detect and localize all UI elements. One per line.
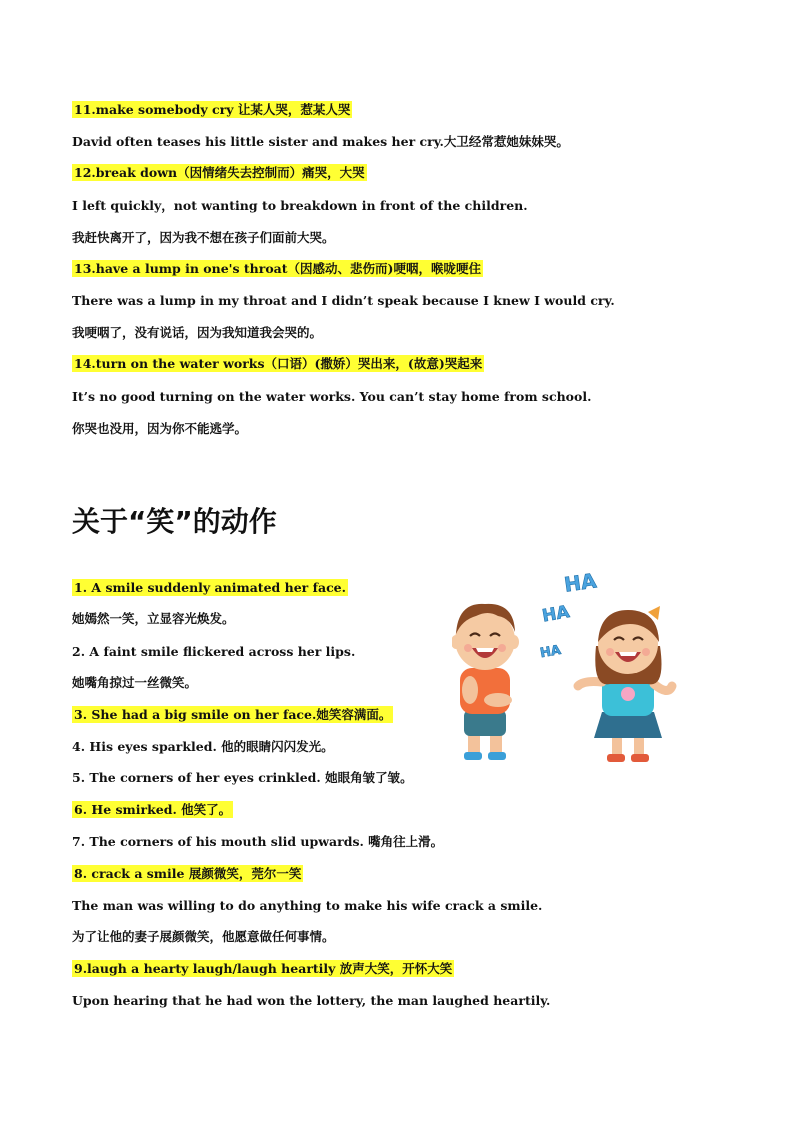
phrase-item-8: 8. crack a smile 展颜微笑，莞尔一笑: [74, 866, 302, 881]
girl-figure: [578, 606, 672, 762]
phrase-heading-13: 13.have a lump in one's throat（因感动、悲伤而)哽咽，喉咙哽住: [74, 261, 481, 276]
example-translation: 她嫣然一笑，立显容光焕发。: [72, 611, 235, 626]
ha-text: HA: [538, 642, 563, 662]
example-sentence: The man was willing to do anything to make his wife crack a smile.: [72, 898, 543, 913]
example-sentence: There was a lump in my throat and I didn’t speak because I knew I would cry.: [72, 293, 615, 308]
phrase-heading-12: 12.break down（因情绪失去控制而）痛哭，大哭: [74, 165, 365, 180]
boy-figure: [452, 604, 519, 760]
ha-text: HA: [540, 602, 572, 627]
phrase-item-9: 9.laugh a hearty laugh/laugh heartily 放声大笑，开怀大笑: [74, 961, 453, 976]
example-translation: 我赶快离开了，因为我不想在孩子们面前大哭。: [72, 230, 335, 245]
example-sentence: David often teases his little sister and makes her cry.大卫经常惹她妹妹哭。: [72, 134, 569, 149]
laughing-kids-illustration: [452, 562, 688, 774]
section-heading: 关于“笑”的动作: [72, 505, 277, 538]
phrase-item-4: 4. His eyes sparkled. 他的眼睛闪闪发光。: [72, 739, 334, 754]
ha-text: HA: [562, 568, 598, 597]
example-translation: 你哭也没用，因为你不能逃学。: [72, 421, 248, 436]
phrase-heading-14: 14.turn on the water works（口语）(撒娇）哭出来，(故意)哭起来: [74, 356, 483, 371]
phrase-item-2: 2. A faint smile flickered across her lips.: [72, 644, 356, 659]
example-translation: 为了让他的妻子展颜微笑，他愿意做任何事情。: [72, 929, 335, 944]
example-sentence: I left quickly，not wanting to breakdown in front of the children.: [72, 198, 528, 213]
phrase-item-3: 3. She had a big smile on her face.她笑容满面。: [74, 707, 392, 722]
phrase-item-5: 5. The corners of her eyes crinkled. 她眼角皱了皱。: [72, 770, 413, 785]
example-sentence: Upon hearing that he had won the lottery, the man laughed heartily.: [72, 993, 551, 1008]
phrase-item-6: 6. He smirked. 他笑了。: [74, 802, 232, 817]
example-sentence: It’s no good turning on the water works. You can’t stay home from school.: [72, 389, 592, 404]
phrase-item-1: 1. A smile suddenly animated her face.: [74, 580, 346, 595]
example-translation: 我哽咽了，没有说话，因为我知道我会哭的。: [72, 325, 323, 340]
phrase-item-7: 7. The corners of his mouth slid upwards. 嘴角往上滑。: [72, 834, 444, 849]
phrase-heading-11: 11.make somebody cry 让某人哭，惹某人哭: [74, 102, 351, 117]
example-translation: 她嘴角掠过一丝微笑。: [72, 675, 198, 690]
